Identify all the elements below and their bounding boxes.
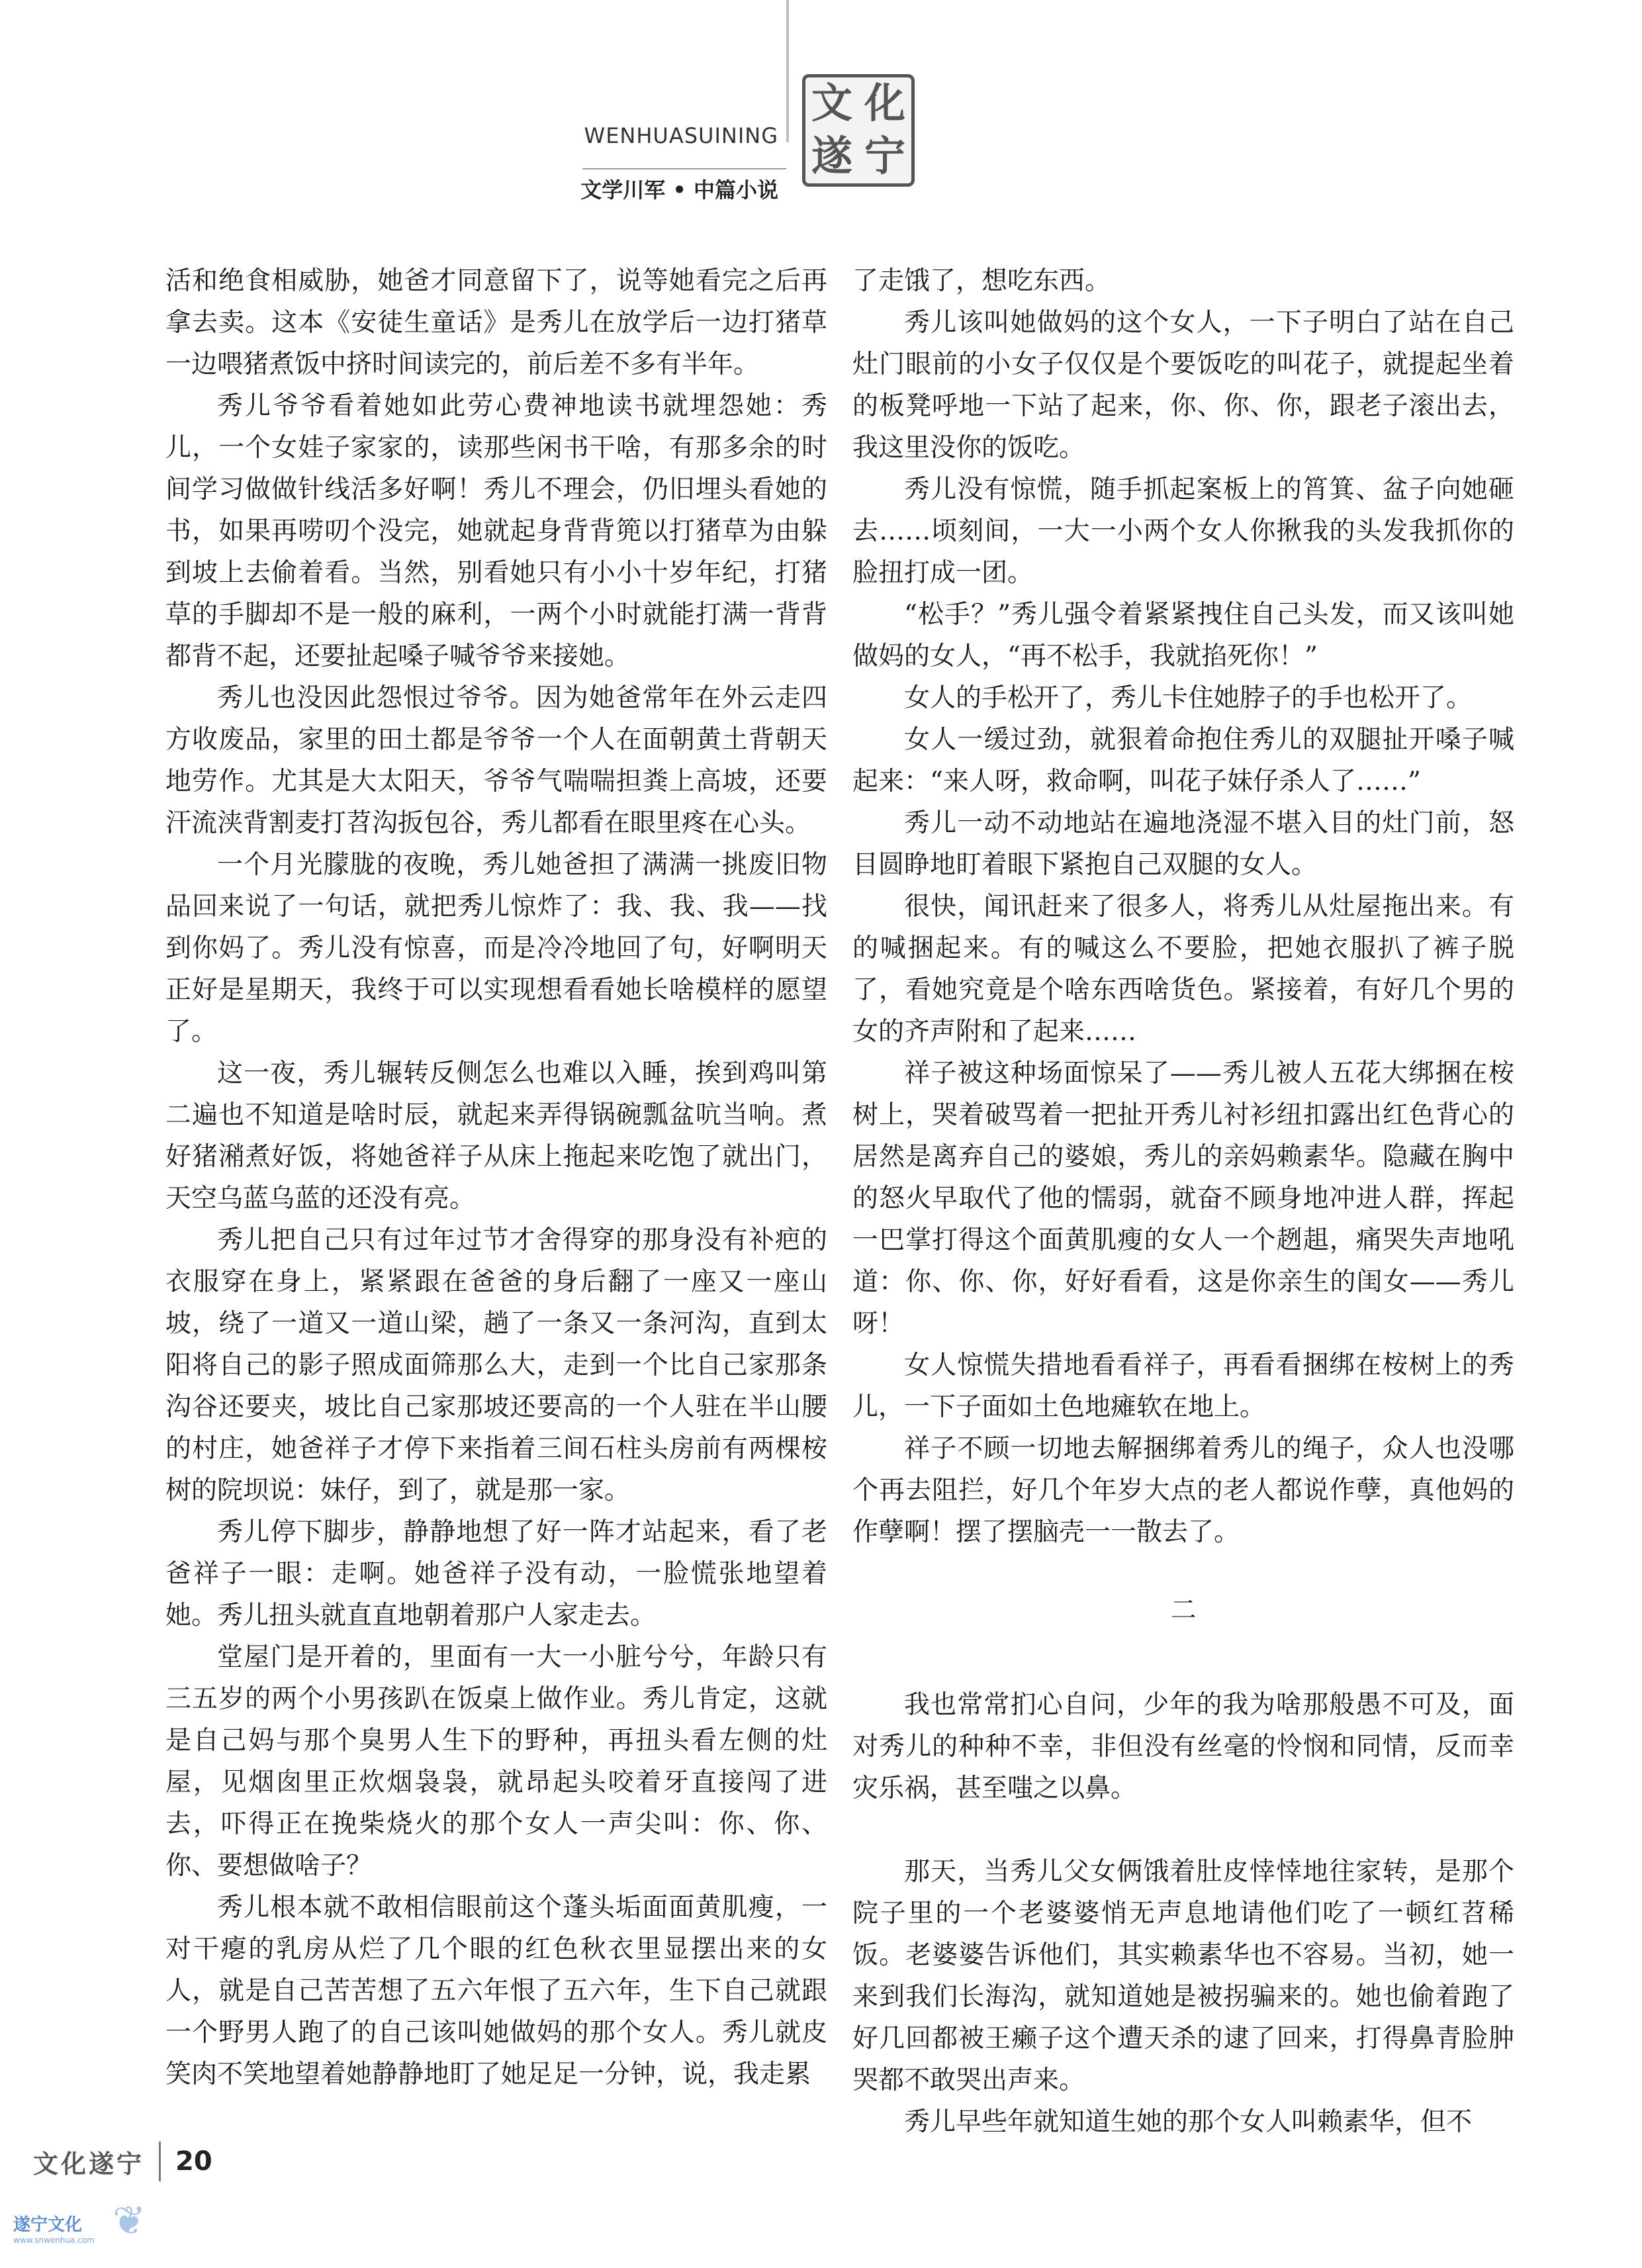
paragraph: 堂屋门是开着的，里面有一大一小脏兮兮，年龄只有三五岁的两个小男孩趴在饭桌上做作业。秀儿肯定，这就是自己妈与那个臭男人生下的野种，再扭头看左侧的灶屋，见烟囱里正炊烟袅袅，就昂起头咬着牙直接闯了进去，吓得正在挽柴烧火的那个女人一声尖叫：你、你、你、要想做啥子？ bbox=[165, 1642, 827, 1881]
paragraph: 秀儿也没因此怨恨过爷爷。因为她爸常年在外云走四方收废品，家里的田土都是爷爷一个人在面朝黄土背朝天地劳作。尤其是大太阳天，爷爷气喘喘担粪上高坡，还要汗流浃背割麦打苕沟扳包谷，秀儿都看在眼里疼在心头。 bbox=[165, 683, 827, 838]
watermark-title: 遂宁文化 bbox=[13, 2215, 83, 2235]
paragraph: 一个月光朦胧的夜晚，秀儿她爸担了满满一挑废旧物品回来说了一句话，就把秀儿惊炸了：我、我、我——找到你妈了。秀儿没有惊喜，而是冷冷地回了句，好啊明天正好是星期天，我终于可以实现想看看她长啥模样的愿望了。 bbox=[165, 850, 827, 1047]
paragraph: 女人一缓过劲，就狠着命抱住秀儿的双腿扯开嗓子喊起来：“来人呀，救命啊，叫花子妹仔杀人了……” bbox=[852, 725, 1514, 796]
header-horizontal-rule bbox=[582, 168, 786, 169]
paragraph: 秀儿根本就不敢相信眼前这个蓬头垢面面黄肌瘦，一对干瘪的乳房从烂了几个眼的红色秋衣里显摆出来的女人，就是自己苦苦想了五六年恨了五六年，生下自己就跟一个野男人跑了的自己该叫她做妈的那个女人。秀儿就皮笑肉不笑地望着她静静地盯了她足足一分钟，说，我走累 bbox=[165, 1893, 827, 2089]
right-column-part-two bbox=[852, 1684, 1514, 2143]
paragraph: 秀儿把自己只有过年过节才舍得穿的那身没有补疤的衣服穿在身上，紧紧跟在爸爸的身后翻了一座又一座山坡，绕了一道又一道山梁，趟了一条又一条河沟，直到太阳将自己的影子照成面筛那么大，走到一个比自己家那条沟谷还要夹，坡比自己家那坡还要高的一个人驻在半山腰的村庄，她爸祥子才停下来指着三间石柱头房前有两棵桉树的院坝说：妹仔，到了，就是那一家。 bbox=[165, 1225, 827, 1505]
paragraph: 我也常常扪心自问，少年的我为啥那般愚不可及，面对秀儿的种种不幸，非但没有丝毫的怜悯和同情，反而幸灾乐祸，甚至嗤之以鼻。 bbox=[852, 1690, 1514, 1803]
right-text-column bbox=[852, 260, 1514, 2143]
logo-char: 遂 bbox=[811, 132, 852, 180]
section-number: 二 bbox=[1170, 1595, 1197, 1625]
section-title: 文学川军 • 中篇小说 bbox=[580, 177, 778, 203]
magazine-logo bbox=[802, 74, 915, 187]
paragraph: 很快，闻讯赶来了很多人，将秀儿从灶屋拖出来。有的喊捆起来。有的喊这么不要脸，把她衣服扒了裤子脱了，看她究竟是个啥东西啥货色。紧接着，有好几个男的女的齐声附和了起来…… bbox=[852, 892, 1514, 1047]
paragraph: 祥子不顾一切地去解捆绑着秀儿的绳子，众人也没哪个再去阻拦，好几个年岁大点的老人都说作孽，真他妈的作孽啊！摆了摆脑壳一一散去了。 bbox=[852, 1434, 1514, 1547]
magazine-english-name: WENHUASUINING bbox=[584, 123, 778, 148]
paragraph: “松手？”秀儿强令着紧紧拽住自己头发，而又该叫她做妈的女人，“再不松手，我就掐死你！” bbox=[852, 600, 1514, 671]
left-text-column bbox=[165, 260, 827, 2095]
wing-icon: ❦ bbox=[113, 2198, 146, 2244]
page-footer bbox=[33, 2142, 212, 2181]
paragraph: 那天，当秀儿父女俩饿着肚皮悻悻地往家转，是那个院子里的一个老婆婆悄无声息地请他们吃了一顿红苕稀饭。老婆婆告诉他们，其实赖素华也不容易。当初，她一来到我们长海沟，就知道她是被拐骗来的。她也偷着跑了好几回都被王癞子这个遭天杀的逮了回来，打得鼻青脸肿哭都不敢哭出声来。 bbox=[852, 1857, 1514, 2095]
paragraph: 秀儿没有惊慌，随手抓起案板上的筲箕、盆子向她砸去……顷刻间，一大一小两个女人你揪我的头发我抓你的脸扭打成一团。 bbox=[852, 475, 1514, 588]
header-vertical-rule bbox=[786, 0, 789, 142]
paragraph: 了走饿了，想吃东西。 bbox=[852, 266, 1111, 296]
footer-brand: 文化遂宁 bbox=[33, 2149, 145, 2179]
paragraph-gap bbox=[852, 1809, 1514, 1851]
paragraph: 秀儿停下脚步，静静地想了好一阵才站起来，看了老爸祥子一眼：走啊。她爸祥子没有动，一脸慌张地望着她。秀儿扭头就直直地朝着那户人家走去。 bbox=[165, 1517, 827, 1630]
site-watermark bbox=[13, 2198, 146, 2245]
paragraph: 秀儿一动不动地站在遍地浇湿不堪入目的灶门前，怒目圆睁地盯着眼下紧抱自己双腿的女人。 bbox=[852, 808, 1514, 880]
paragraph: 女人的手松开了，秀儿卡住她脖子的手也松开了。 bbox=[904, 683, 1473, 713]
paragraph: 秀儿爷爷看着她如此劳心费神地读书就埋怨她：秀儿，一个女娃子家家的，读那些闲书干啥，有那多余的时间学习做做针线活多好啊！秀儿不理会，仍旧埋头看她的书，如果再唠叨个没完，她就起身背背篼以打猪草为由躲到坡上去偷着看。当然，别看她只有小小十岁年纪，打猪草的手脚却不是一般的麻利，一两个小时就能打满一背背都背不起，还要扯起嗓子喊爷爷来接她。 bbox=[165, 391, 827, 671]
watermark-url: www.snwenhua.com bbox=[13, 2236, 95, 2245]
logo-char: 宁 bbox=[864, 132, 905, 180]
paragraph: 活和绝食相威胁，她爸才同意留下了，说等她看完之后再拿去卖。这本《安徒生童话》是秀儿在放学后一边打猪草一边喂猪煮饭中挤时间读完的，前后差不多有半年。 bbox=[165, 266, 827, 379]
paragraph: 祥子被这种场面惊呆了——秀儿被人五花大绑捆在桉树上，哭着破骂着一把扯开秀儿衬衫纽扣露出红色背心的居然是离弃自己的婆娘，秀儿的亲妈赖素华。隐藏在胸中的怒火早取代了他的懦弱，就奋不顾身地冲进人群，挥起一巴掌打得这个面黄肌瘦的女人一个趔趄，痛哭失声地吼道：你、你、你，好好看看，这是你亲生的闺女——秀儿呀！ bbox=[852, 1059, 1514, 1339]
right-column-part-one bbox=[852, 260, 1514, 1553]
paragraph: 秀儿早些年就知道生她的那个女人叫赖素华，但不 bbox=[904, 2107, 1473, 2137]
paragraph: 秀儿该叫她做妈的这个女人，一下子明白了站在自己灶门眼前的小女子仅仅是个要饭吃的叫花子，就提起坐着的板凳呼地一下站了起来，你、你、你，跟老子滚出去，我这里没你的饭吃。 bbox=[852, 308, 1514, 463]
paragraph: 女人惊慌失措地看看祥子，再看看捆绑在桉树上的秀儿，一下子面如土色地瘫软在地上。 bbox=[852, 1350, 1514, 1422]
footer-divider bbox=[159, 2142, 161, 2181]
paragraph: 这一夜，秀儿辗转反侧怎么也难以入睡，挨到鸡叫第二遍也不知道是啥时辰，就起来弄得锅碗瓢盆吭当响。煮好猪潲煮好饭，将她爸祥子从床上拖起来吃饱了就出门，天空乌蓝乌蓝的还没有亮。 bbox=[165, 1059, 827, 1213]
logo-char: 文 bbox=[811, 79, 852, 127]
logo-char: 化 bbox=[864, 79, 905, 127]
page-number: 20 bbox=[175, 2146, 212, 2177]
